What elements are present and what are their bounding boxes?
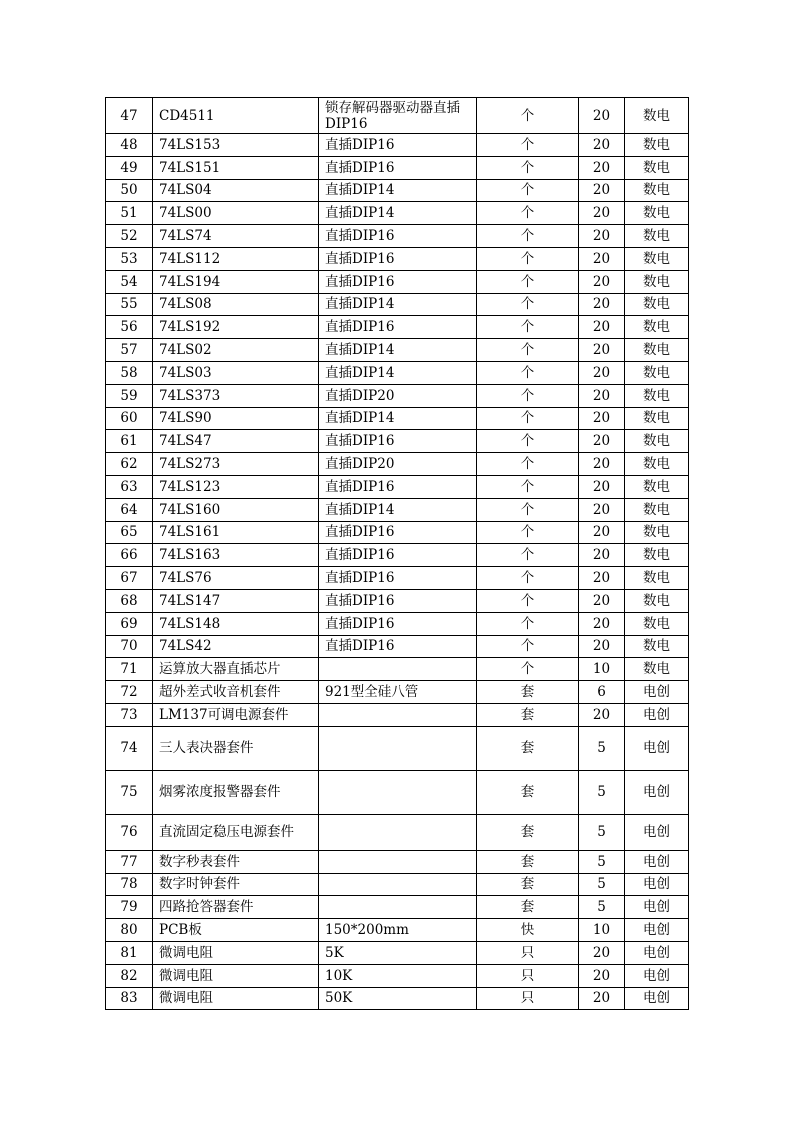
table-row	[106, 98, 689, 134]
item-spec: 10K	[319, 964, 477, 987]
table-row	[106, 316, 689, 339]
item-spec: 直插DIP16	[319, 156, 477, 179]
item-name: 74LS47	[153, 430, 319, 453]
item-category: 数电	[625, 179, 689, 202]
item-quantity: 20	[579, 498, 625, 521]
item-unit: 个	[477, 475, 579, 498]
row-number: 78	[106, 873, 153, 896]
row-number: 60	[106, 407, 153, 430]
item-spec	[319, 850, 477, 873]
item-spec: 直插DIP16	[319, 247, 477, 270]
item-quantity: 20	[579, 544, 625, 567]
row-number: 53	[106, 247, 153, 270]
item-unit: 个	[477, 544, 579, 567]
item-spec: 直插DIP14	[319, 339, 477, 362]
item-category: 数电	[625, 156, 689, 179]
item-quantity: 5	[579, 770, 625, 814]
row-number: 54	[106, 270, 153, 293]
item-spec	[319, 726, 477, 770]
item-unit: 套	[477, 703, 579, 726]
row-number: 80	[106, 919, 153, 942]
item-spec: 直插DIP14	[319, 179, 477, 202]
item-unit: 套	[477, 814, 579, 850]
table-row	[106, 430, 689, 453]
table-row	[106, 361, 689, 384]
item-unit: 只	[477, 987, 579, 1010]
item-spec: 921型全硅八管	[319, 681, 477, 704]
item-quantity: 20	[579, 270, 625, 293]
item-category: 电创	[625, 873, 689, 896]
item-category: 电创	[625, 919, 689, 942]
item-spec	[319, 873, 477, 896]
item-category: 数电	[625, 453, 689, 476]
item-quantity: 6	[579, 681, 625, 704]
item-category: 电创	[625, 964, 689, 987]
item-category: 数电	[625, 658, 689, 681]
item-unit: 个	[477, 407, 579, 430]
table-row	[106, 987, 689, 1010]
table-row	[106, 589, 689, 612]
item-category: 数电	[625, 384, 689, 407]
item-unit: 个	[477, 270, 579, 293]
item-quantity: 20	[579, 964, 625, 987]
item-category: 数电	[625, 202, 689, 225]
item-quantity: 10	[579, 919, 625, 942]
row-number: 71	[106, 658, 153, 681]
item-category: 数电	[625, 339, 689, 362]
table-row	[106, 814, 689, 850]
row-number: 77	[106, 850, 153, 873]
row-number: 59	[106, 384, 153, 407]
row-number: 67	[106, 567, 153, 590]
item-spec: 直插DIP14	[319, 293, 477, 316]
row-number: 51	[106, 202, 153, 225]
row-number: 82	[106, 964, 153, 987]
item-quantity: 20	[579, 202, 625, 225]
item-name: 74LS123	[153, 475, 319, 498]
item-unit: 套	[477, 873, 579, 896]
table-row	[106, 247, 689, 270]
item-name: 74LS74	[153, 225, 319, 248]
item-unit: 个	[477, 658, 579, 681]
item-category: 数电	[625, 544, 689, 567]
item-category: 数电	[625, 98, 689, 134]
row-number: 56	[106, 316, 153, 339]
item-name: 74LS90	[153, 407, 319, 430]
item-quantity: 20	[579, 941, 625, 964]
item-name: 数字时钟套件	[153, 873, 319, 896]
row-number: 64	[106, 498, 153, 521]
item-unit: 套	[477, 726, 579, 770]
row-number: 72	[106, 681, 153, 704]
item-quantity: 20	[579, 475, 625, 498]
item-unit: 个	[477, 498, 579, 521]
item-quantity: 20	[579, 567, 625, 590]
row-number: 57	[106, 339, 153, 362]
item-spec: 直插DIP14	[319, 202, 477, 225]
row-number: 48	[106, 134, 153, 157]
item-quantity: 20	[579, 247, 625, 270]
item-unit: 个	[477, 589, 579, 612]
table-row	[106, 658, 689, 681]
row-number: 75	[106, 770, 153, 814]
table-row	[106, 896, 689, 919]
item-name: 74LS153	[153, 134, 319, 157]
item-category: 电创	[625, 770, 689, 814]
item-category: 电创	[625, 896, 689, 919]
item-unit: 只	[477, 964, 579, 987]
table-row	[106, 919, 689, 942]
item-quantity: 20	[579, 98, 625, 134]
item-quantity: 20	[579, 339, 625, 362]
item-spec: 直插DIP16	[319, 521, 477, 544]
item-quantity: 20	[579, 521, 625, 544]
row-number: 49	[106, 156, 153, 179]
table-row	[106, 407, 689, 430]
item-quantity: 20	[579, 293, 625, 316]
row-number: 63	[106, 475, 153, 498]
item-unit: 个	[477, 134, 579, 157]
table-row	[106, 941, 689, 964]
item-unit: 个	[477, 98, 579, 134]
table-row	[106, 726, 689, 770]
item-spec: 直插DIP14	[319, 407, 477, 430]
item-quantity: 20	[579, 407, 625, 430]
item-quantity: 20	[579, 179, 625, 202]
item-category: 数电	[625, 407, 689, 430]
item-category: 数电	[625, 635, 689, 658]
item-quantity: 5	[579, 896, 625, 919]
table-row	[106, 703, 689, 726]
item-name: 74LS148	[153, 612, 319, 635]
row-number: 65	[106, 521, 153, 544]
item-spec	[319, 703, 477, 726]
item-unit: 个	[477, 430, 579, 453]
item-spec	[319, 658, 477, 681]
item-quantity: 20	[579, 225, 625, 248]
table-row	[106, 225, 689, 248]
item-spec: 直插DIP16	[319, 430, 477, 453]
item-unit: 个	[477, 316, 579, 339]
item-name: LM137可调电源套件	[153, 703, 319, 726]
item-quantity: 20	[579, 987, 625, 1010]
item-quantity: 5	[579, 850, 625, 873]
item-unit: 个	[477, 247, 579, 270]
item-quantity: 20	[579, 361, 625, 384]
item-unit: 个	[477, 202, 579, 225]
item-name: 74LS00	[153, 202, 319, 225]
item-category: 电创	[625, 814, 689, 850]
parts-table-body	[106, 98, 689, 1010]
item-category: 数电	[625, 316, 689, 339]
item-unit: 个	[477, 567, 579, 590]
item-spec: 直插DIP16	[319, 612, 477, 635]
item-spec: 直插DIP16	[319, 225, 477, 248]
item-spec: 直插DIP20	[319, 384, 477, 407]
item-name: 74LS373	[153, 384, 319, 407]
item-name: 74LS192	[153, 316, 319, 339]
item-name: 74LS161	[153, 521, 319, 544]
table-row	[106, 134, 689, 157]
item-spec: 直插DIP20	[319, 453, 477, 476]
item-spec: 50K	[319, 987, 477, 1010]
item-name: 74LS112	[153, 247, 319, 270]
item-name: 运算放大器直插芯片	[153, 658, 319, 681]
item-name: 微调电阻	[153, 941, 319, 964]
item-unit: 个	[477, 384, 579, 407]
item-unit: 个	[477, 156, 579, 179]
item-unit: 个	[477, 521, 579, 544]
item-name: 74LS03	[153, 361, 319, 384]
item-unit: 个	[477, 612, 579, 635]
item-name: 74LS04	[153, 179, 319, 202]
table-row	[106, 567, 689, 590]
table-row	[106, 202, 689, 225]
row-number: 79	[106, 896, 153, 919]
item-category: 数电	[625, 270, 689, 293]
item-name: PCB板	[153, 919, 319, 942]
item-name: 74LS163	[153, 544, 319, 567]
row-number: 81	[106, 941, 153, 964]
item-quantity: 20	[579, 134, 625, 157]
item-name: 74LS160	[153, 498, 319, 521]
item-name: 三人表决器套件	[153, 726, 319, 770]
item-name: 74LS02	[153, 339, 319, 362]
item-name: 微调电阻	[153, 987, 319, 1010]
item-quantity: 20	[579, 430, 625, 453]
row-number: 69	[106, 612, 153, 635]
item-spec	[319, 770, 477, 814]
table-row	[106, 270, 689, 293]
item-spec: 直插DIP16	[319, 544, 477, 567]
item-spec: 直插DIP14	[319, 498, 477, 521]
item-category: 电创	[625, 681, 689, 704]
item-quantity: 5	[579, 814, 625, 850]
item-unit: 快	[477, 919, 579, 942]
table-row	[106, 681, 689, 704]
table-row	[106, 770, 689, 814]
item-spec: 150*200mm	[319, 919, 477, 942]
item-category: 电创	[625, 703, 689, 726]
item-quantity: 5	[579, 873, 625, 896]
row-number: 61	[106, 430, 153, 453]
table-row	[106, 964, 689, 987]
item-quantity: 20	[579, 316, 625, 339]
item-name: 数字秒表套件	[153, 850, 319, 873]
item-category: 数电	[625, 247, 689, 270]
item-category: 数电	[625, 498, 689, 521]
row-number: 68	[106, 589, 153, 612]
row-number: 47	[106, 98, 153, 134]
item-unit: 只	[477, 941, 579, 964]
item-quantity: 20	[579, 703, 625, 726]
item-quantity: 5	[579, 726, 625, 770]
table-row	[106, 384, 689, 407]
item-unit: 个	[477, 361, 579, 384]
item-name: 74LS08	[153, 293, 319, 316]
item-spec: 直插DIP16	[319, 134, 477, 157]
table-row	[106, 453, 689, 476]
item-category: 数电	[625, 293, 689, 316]
item-spec: 直插DIP16	[319, 475, 477, 498]
item-name: 直流固定稳压电源套件	[153, 814, 319, 850]
row-number: 50	[106, 179, 153, 202]
item-name: 74LS76	[153, 567, 319, 590]
item-name: 超外差式收音机套件	[153, 681, 319, 704]
table-row	[106, 339, 689, 362]
item-name: 74LS42	[153, 635, 319, 658]
item-quantity: 20	[579, 612, 625, 635]
item-unit: 个	[477, 179, 579, 202]
item-spec: 直插DIP14	[319, 361, 477, 384]
row-number: 55	[106, 293, 153, 316]
item-quantity: 10	[579, 658, 625, 681]
item-category: 电创	[625, 987, 689, 1010]
item-category: 数电	[625, 361, 689, 384]
item-unit: 套	[477, 850, 579, 873]
item-unit: 个	[477, 635, 579, 658]
table-row	[106, 293, 689, 316]
item-unit: 个	[477, 225, 579, 248]
table-row	[106, 156, 689, 179]
parts-table	[105, 97, 689, 1010]
item-spec: 锁存解码器驱动器直插DIP16	[319, 98, 477, 134]
item-name: 74LS273	[153, 453, 319, 476]
table-row	[106, 612, 689, 635]
item-category: 数电	[625, 612, 689, 635]
table-row	[106, 475, 689, 498]
item-category: 电创	[625, 850, 689, 873]
item-spec: 5K	[319, 941, 477, 964]
item-category: 数电	[625, 225, 689, 248]
table-row	[106, 498, 689, 521]
item-quantity: 20	[579, 156, 625, 179]
item-name: 74LS151	[153, 156, 319, 179]
item-unit: 套	[477, 770, 579, 814]
row-number: 52	[106, 225, 153, 248]
item-spec: 直插DIP16	[319, 270, 477, 293]
item-unit: 个	[477, 453, 579, 476]
item-category: 数电	[625, 134, 689, 157]
row-number: 83	[106, 987, 153, 1010]
table-row	[106, 179, 689, 202]
item-name: 四路抢答器套件	[153, 896, 319, 919]
table-row	[106, 521, 689, 544]
item-category: 数电	[625, 567, 689, 590]
item-unit: 套	[477, 681, 579, 704]
item-category: 数电	[625, 475, 689, 498]
item-category: 数电	[625, 430, 689, 453]
item-spec	[319, 814, 477, 850]
item-spec: 直插DIP16	[319, 589, 477, 612]
row-number: 73	[106, 703, 153, 726]
table-row	[106, 873, 689, 896]
item-unit: 个	[477, 339, 579, 362]
item-name: 烟雾浓度报警器套件	[153, 770, 319, 814]
row-number: 58	[106, 361, 153, 384]
row-number: 76	[106, 814, 153, 850]
row-number: 74	[106, 726, 153, 770]
item-category: 数电	[625, 589, 689, 612]
item-spec: 直插DIP16	[319, 635, 477, 658]
item-unit: 套	[477, 896, 579, 919]
row-number: 70	[106, 635, 153, 658]
item-name: 74LS147	[153, 589, 319, 612]
item-quantity: 20	[579, 453, 625, 476]
item-quantity: 20	[579, 635, 625, 658]
row-number: 66	[106, 544, 153, 567]
table-row	[106, 850, 689, 873]
item-spec: 直插DIP16	[319, 316, 477, 339]
row-number: 62	[106, 453, 153, 476]
item-spec: 直插DIP16	[319, 567, 477, 590]
item-unit: 个	[477, 293, 579, 316]
item-name: 微调电阻	[153, 964, 319, 987]
item-quantity: 20	[579, 384, 625, 407]
item-category: 电创	[625, 726, 689, 770]
item-category: 电创	[625, 941, 689, 964]
table-row	[106, 635, 689, 658]
item-category: 数电	[625, 521, 689, 544]
table-row	[106, 544, 689, 567]
item-spec	[319, 896, 477, 919]
item-name: CD4511	[153, 98, 319, 134]
item-name: 74LS194	[153, 270, 319, 293]
item-quantity: 20	[579, 589, 625, 612]
